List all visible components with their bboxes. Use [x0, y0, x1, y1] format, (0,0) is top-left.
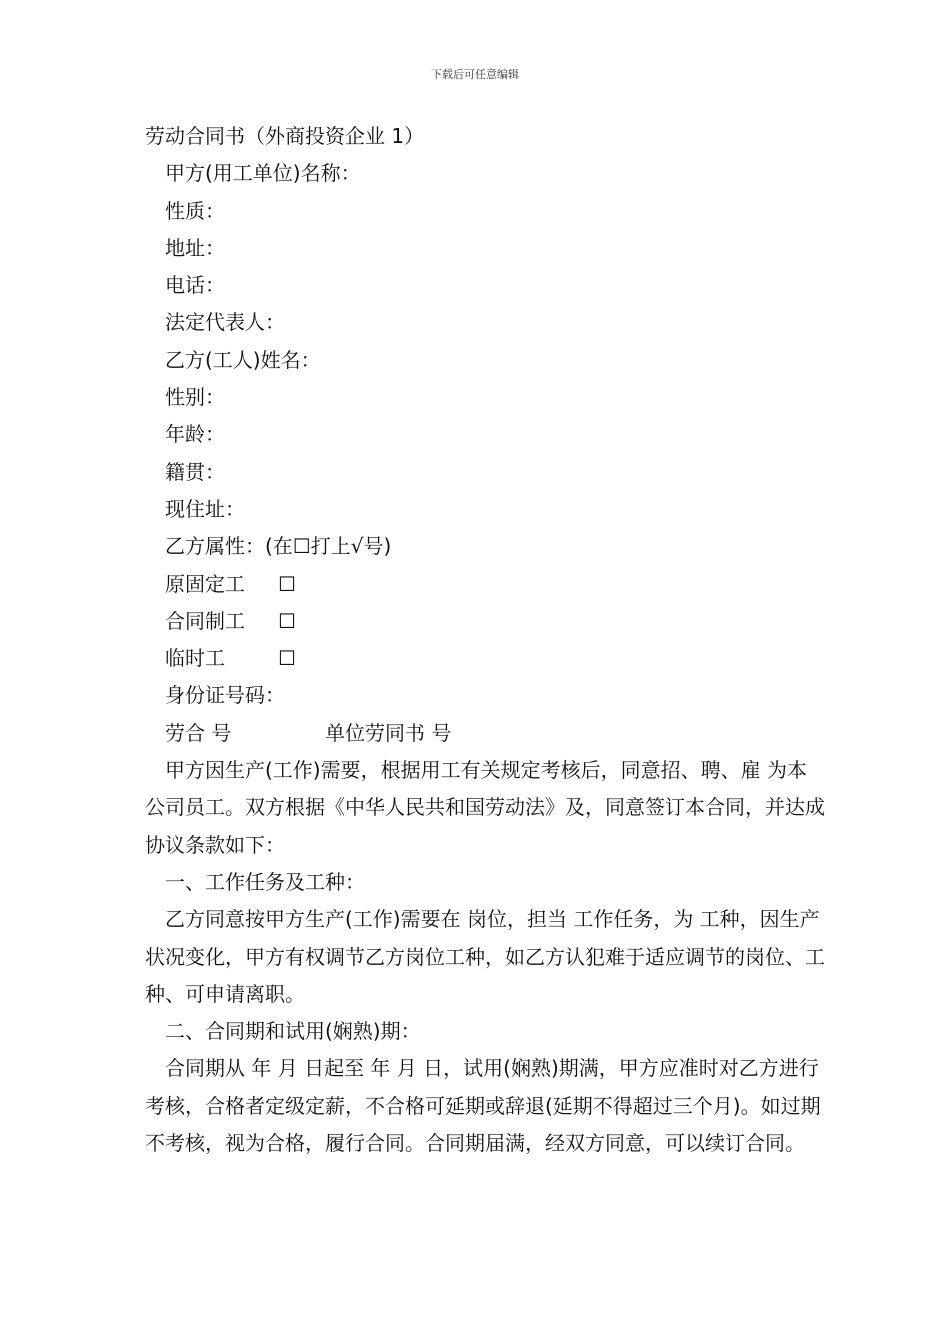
field-address: 地址： [165, 235, 225, 260]
field-nature: 性质： [165, 198, 225, 223]
contract-number-line [145, 715, 825, 752]
field-party-b-type: 乙方属性：(在☐打上√号) [165, 534, 392, 559]
field-party-a-name: 甲方(用工单位)名称： [165, 161, 361, 186]
field-native-place: 籍贯： [165, 459, 225, 484]
option-label: 临时工 [165, 646, 225, 671]
section-heading-1: 一、工作任务及工种： [165, 869, 365, 894]
field-gender: 性别： [165, 385, 225, 410]
field-legal-rep: 法定代表人： [165, 310, 285, 335]
option-temporary [145, 640, 825, 677]
paragraph-section-2: 合同期从 年 月 日起至 年 月 日，试用(娴熟)期满，甲方应准时对乙方进行考核，合格者定级定薪，不合格可延期或辞退(延期不得超过三个月)。如过期不考核，视为合格，履行合同。合同期届满，经双方同意，可以续订合同。 [145, 1056, 821, 1156]
contract-number-left: 劳合 号 [165, 720, 232, 745]
paragraph-intro: 甲方因生产(工作)需要，根据用工有关规定考核后，同意招、聘、雇 为本公司员工。双方根据《中华人民共和国劳动法》及，同意签订本合同，并达成协议条款如下： [145, 758, 825, 857]
option-label: 合同制工 [165, 608, 245, 633]
field-party-b-name: 乙方(工人)姓名： [165, 347, 321, 372]
field-id-number: 身份证号码： [165, 683, 285, 708]
option-label: 原固定工 [165, 571, 245, 596]
field-age: 年龄： [165, 422, 225, 447]
checkbox-icon[interactable]: ☐ [278, 608, 296, 633]
document-body [145, 118, 825, 1162]
checkbox-icon[interactable]: ☐ [278, 571, 296, 596]
field-current-address: 现住址： [165, 496, 245, 521]
field-phone: 电话： [165, 273, 225, 298]
checkbox-icon[interactable]: ☐ [278, 646, 296, 671]
document-title: 劳动合同书（外商投资企业 1） [145, 124, 425, 148]
page-header: 下载后可任意编辑 [431, 68, 519, 81]
contract-number-right: 单位劳同书 号 [325, 720, 452, 745]
option-permanent [145, 566, 825, 603]
section-heading-2: 二、合同期和试用(娴熟)期： [165, 1019, 421, 1044]
option-contract [145, 603, 825, 640]
paragraph-section-1: 乙方同意按甲方生产(工作)需要在 岗位，担当 工作任务，为 工种，因生产状况变化，甲方有权调节乙方岗位工种，如乙方认犯难于适应调节的岗位、工种、可申请离职。 [145, 907, 825, 1006]
